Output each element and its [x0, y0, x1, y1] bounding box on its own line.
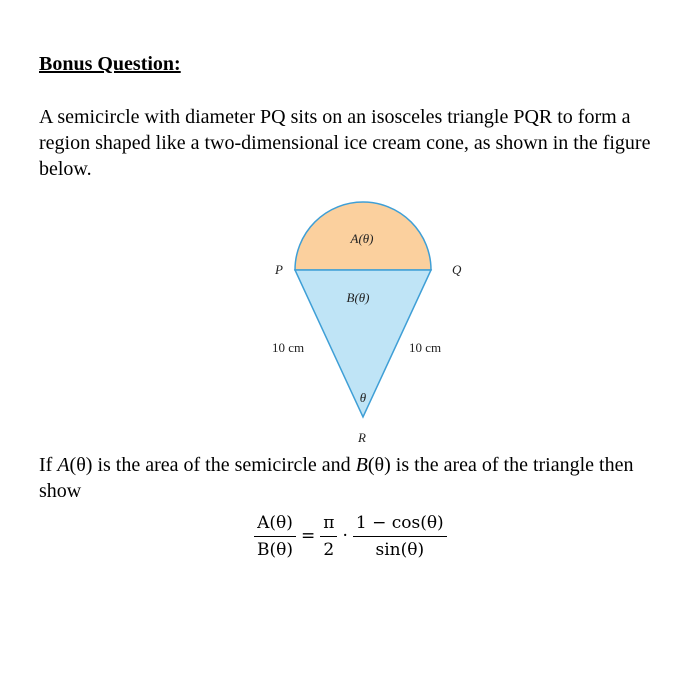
label-r: R — [358, 430, 366, 445]
instruction-text-3: (θ) is the area of the triangle then show — [39, 454, 634, 502]
multiply-dot: · — [342, 526, 348, 546]
label-side-left: 10 cm — [272, 340, 305, 355]
lhs-fraction — [254, 512, 296, 561]
label-a-theta: A(θ) — [350, 231, 374, 246]
instruction-text-1: If — [39, 454, 58, 476]
two-denominator: 2 — [323, 539, 335, 560]
instruction-paragraph — [39, 452, 679, 504]
label-p: P — [275, 262, 283, 277]
label-theta: θ — [359, 390, 367, 405]
instruction-var-b: B — [355, 454, 368, 476]
label-b-theta: B(θ) — [346, 290, 370, 305]
rhs-fraction — [353, 512, 447, 561]
lhs-denominator: B(θ) — [257, 539, 293, 560]
instruction-var-a: A — [57, 454, 70, 476]
label-q: Q — [452, 262, 462, 277]
rhs-numerator: 1 − cos(θ) — [353, 512, 447, 537]
question-paragraph: A semicircle with diameter PQ sits on an isosceles triangle PQR to form a region shaped like a two-dimensional ice cream cone, as shown in the figure below. — [39, 106, 651, 180]
pi-over-two-fraction — [320, 512, 337, 561]
ratio-formula — [252, 506, 449, 566]
equals-sign: = — [301, 526, 316, 546]
ice-cream-cone-figure — [255, 194, 475, 450]
lhs-numerator: A(θ) — [254, 512, 296, 537]
question-heading: Bonus Question: — [39, 53, 181, 75]
label-side-right: 10 cm — [409, 340, 442, 355]
instruction-text-2: (θ) is the area of the semicircle and — [69, 454, 356, 476]
figure-svg — [255, 194, 475, 450]
pi-numerator: π — [320, 512, 337, 537]
rhs-denominator: sin(θ) — [375, 539, 425, 560]
